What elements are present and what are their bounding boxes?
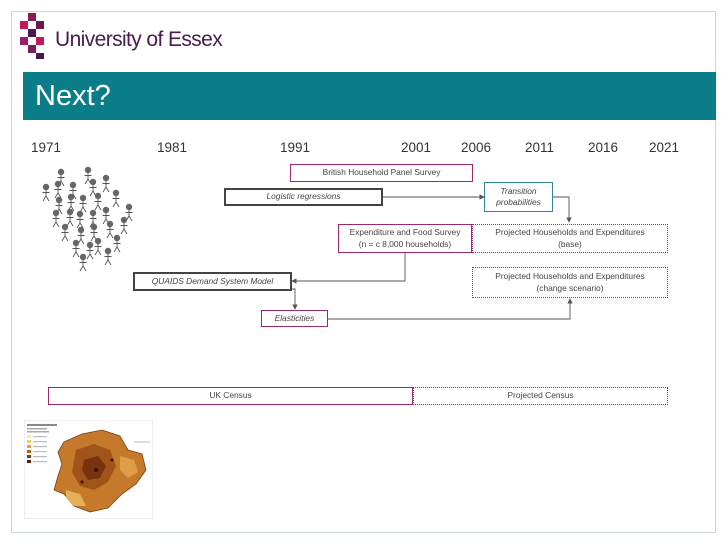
elasticities-box: Elasticities <box>261 310 328 327</box>
year-label: 1971 <box>31 140 62 155</box>
logistic-regressions-box: Logistic regressions <box>224 188 383 206</box>
year-label: 2011 <box>525 140 555 155</box>
uk-census-box: UK Census <box>48 387 413 405</box>
arrow-quaids-to-elasticities <box>292 289 295 309</box>
efs-box: Expenditure and Food Survey (n = c 8,000 households) <box>338 224 472 253</box>
year-label: 2001 <box>401 140 432 155</box>
transition-probabilities-box: Transition probabilities <box>484 182 553 212</box>
year-label: 2021 <box>649 140 680 155</box>
projected-base-box: Projected Households and Expenditures (base) <box>472 224 668 253</box>
quaids-box: QUAIDS Demand System Model <box>133 272 292 291</box>
census-map-image <box>24 420 153 519</box>
bhps-box: British Household Panel Survey <box>290 164 473 182</box>
year-label: 1981 <box>157 140 188 155</box>
logo-text: University of Essex <box>55 28 223 51</box>
year-label: 2016 <box>588 140 619 155</box>
arrow-transition-to-base <box>553 197 569 222</box>
arrow-elasticities-to-change <box>328 299 570 319</box>
arrow-efs-to-quaids <box>292 253 405 281</box>
slide-title: Next? <box>35 80 111 112</box>
projected-census-box: Projected Census <box>413 387 668 405</box>
population-people-icon <box>38 165 138 275</box>
year-label: 2006 <box>461 140 492 155</box>
projected-change-box: Projected Households and Expenditures (change scenario) <box>472 267 668 298</box>
year-label: 1991 <box>280 140 311 155</box>
